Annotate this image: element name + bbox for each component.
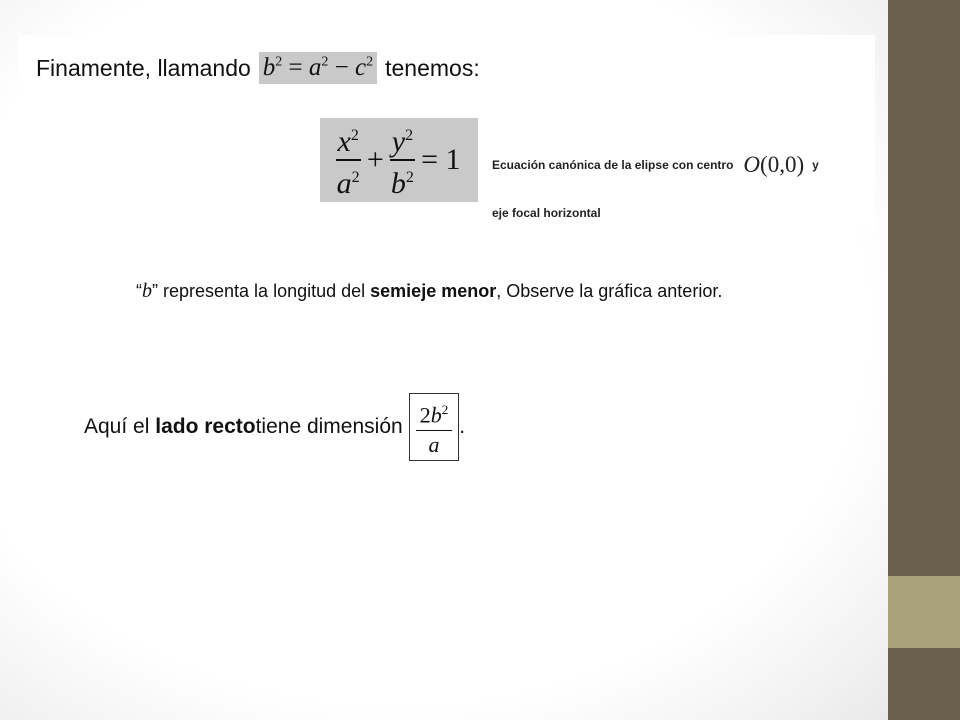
equation-caption-line2: eje focal horizontal	[492, 206, 601, 220]
caption-y: y	[812, 158, 819, 172]
lado-numerator	[416, 395, 453, 431]
eq-y-exp: 2	[405, 127, 414, 144]
var-b: b	[142, 280, 152, 302]
eq-equals-one: = 1	[421, 143, 461, 176]
lado-recto-bold: lado recto	[155, 415, 256, 438]
y-denominator	[391, 161, 414, 201]
eq-x: x	[337, 125, 351, 158]
eq-plus: +	[366, 143, 384, 176]
caption-text: Ecuación canónica de la elipse con centro	[492, 158, 734, 172]
relation-b: b	[262, 54, 276, 81]
eq-b: b	[390, 167, 406, 200]
num-coef: 2	[419, 402, 431, 428]
intro-line	[36, 48, 480, 88]
paragraph-text2: , Observe la gráfica anterior.	[496, 281, 723, 301]
lado-period: .	[459, 415, 466, 438]
x-denominator	[337, 161, 360, 201]
eq-b-exp: 2	[405, 169, 414, 186]
lado-recto-fraction	[409, 393, 460, 461]
semieje-paragraph	[72, 278, 814, 305]
relation-c: c	[355, 54, 367, 81]
close-quote: ”	[152, 281, 158, 301]
open-quote: “	[136, 281, 142, 301]
center-coords: (0,0)	[760, 152, 805, 177]
eq-y: y	[391, 125, 406, 158]
center-point	[743, 152, 804, 178]
lado-text1: Aquí el	[84, 415, 150, 438]
eq-a: a	[336, 167, 352, 200]
sidebar-accent-block	[888, 576, 960, 648]
decorative-sidebar	[888, 0, 960, 720]
num-var: b	[430, 402, 442, 428]
relation-minus: −	[334, 54, 349, 81]
relation-c-exp: 2	[366, 54, 374, 70]
intro-text: Finamente, llamando	[36, 54, 251, 81]
intro-after-text: tenemos:	[385, 54, 480, 81]
highlighted-relation	[259, 52, 377, 84]
center-letter: O	[743, 152, 761, 177]
eq-x-exp: 2	[350, 127, 359, 144]
equation-caption	[492, 152, 819, 178]
num-exp: 2	[441, 401, 449, 417]
relation-equals: =	[288, 54, 303, 81]
relation-a: a	[308, 54, 322, 81]
ellipse-equation	[320, 118, 478, 202]
semieje-menor-bold: semieje menor	[370, 281, 497, 301]
y-numerator	[390, 119, 415, 161]
paragraph-text1: representa la longitud del	[158, 281, 371, 301]
lado-denominator: a	[428, 432, 440, 458]
x-fraction	[336, 119, 361, 201]
lado-text2: tiene dimensión	[255, 415, 403, 438]
lado-recto-line	[84, 392, 465, 462]
eq-a-exp: 2	[351, 169, 360, 186]
relation-a-exp: 2	[321, 54, 329, 70]
y-fraction	[390, 119, 415, 201]
relation-b-exp: 2	[275, 54, 283, 70]
x-numerator	[336, 119, 361, 161]
